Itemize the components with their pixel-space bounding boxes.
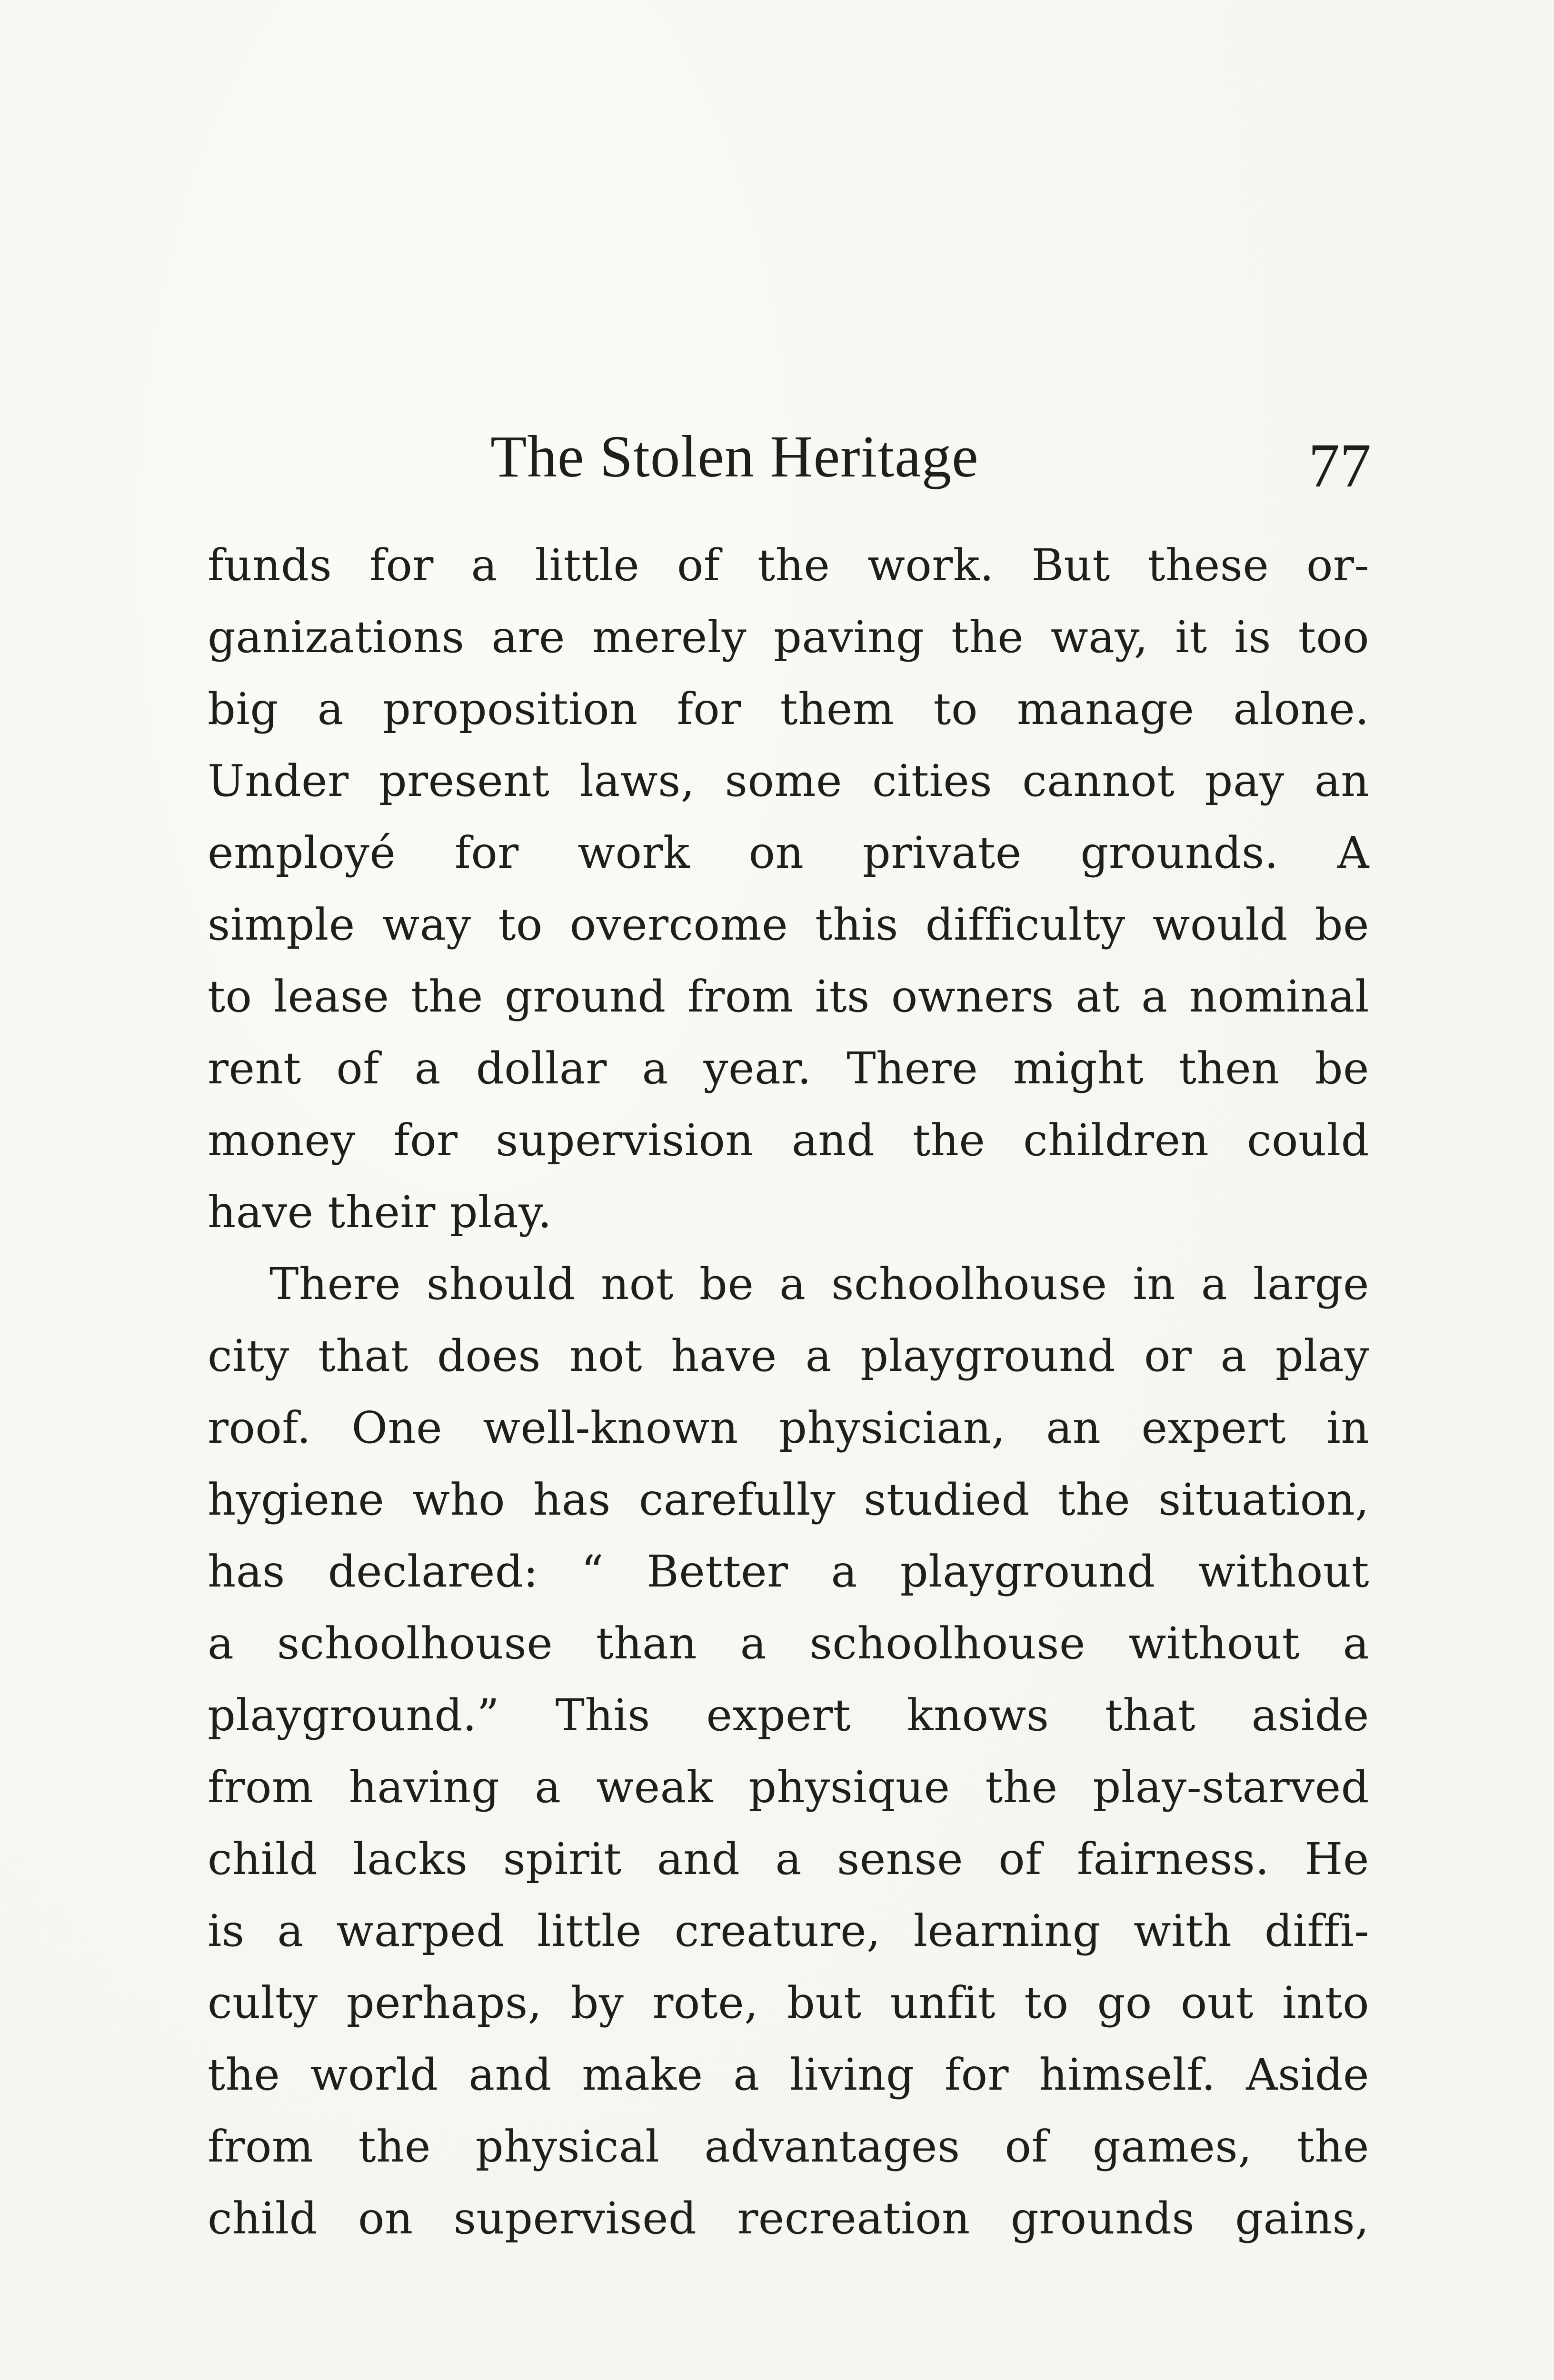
page-number: 77 (1308, 430, 1371, 500)
running-title: The Stolen Heritage (490, 424, 979, 490)
text-line: funds for a little of the work. But these or- (208, 540, 1369, 591)
text-line: city that does not have a playground or a play (208, 1330, 1369, 1381)
text-line: to lease the ground from its owners at a nominal (208, 971, 1369, 1022)
text-line: simple way to overcome this difficulty would be (208, 899, 1369, 950)
text-line: have their play. (208, 1187, 552, 1238)
text-line: rent of a dollar a year. There might then be (208, 1043, 1369, 1094)
text-line: playground.” This expert knows that aside (208, 1690, 1369, 1741)
text-line: money for supervision and the children could (208, 1115, 1369, 1166)
text-line: from having a weak physique the play-starved (208, 1762, 1369, 1813)
text-line: from the physical advantages of games, the (208, 2121, 1369, 2172)
text-line: is a warped little creature, learning with diffi- (208, 1905, 1369, 1956)
text-line: child on supervised recreation grounds gains, (208, 2193, 1369, 2244)
running-head (490, 419, 1371, 514)
text-line: employé for work on private grounds. A (208, 827, 1369, 878)
text-line: child lacks spirit and a sense of fairness. He (208, 1834, 1369, 1884)
text-line: hygiene who has carefully studied the situation, (208, 1474, 1369, 1525)
text-line: a schoolhouse than a schoolhouse without a (208, 1618, 1369, 1669)
text-line: the world and make a living for himself. Aside (208, 2049, 1369, 2100)
text-line: culty perhaps, by rote, but unfit to go out into (208, 1977, 1369, 2028)
text-line: has declared: “ Better a playground without (208, 1546, 1369, 1597)
text-line: Under present laws, some cities cannot pay an (208, 755, 1369, 806)
text-line: ganizations are merely paving the way, it is too (208, 612, 1369, 663)
text-line: big a proposition for them to manage alone. (208, 684, 1369, 734)
text-line: roof. One well-known physician, an expert in (208, 1402, 1369, 1453)
text-line: There should not be a schoolhouse in a large (269, 1259, 1369, 1309)
body-text (208, 529, 1369, 2254)
